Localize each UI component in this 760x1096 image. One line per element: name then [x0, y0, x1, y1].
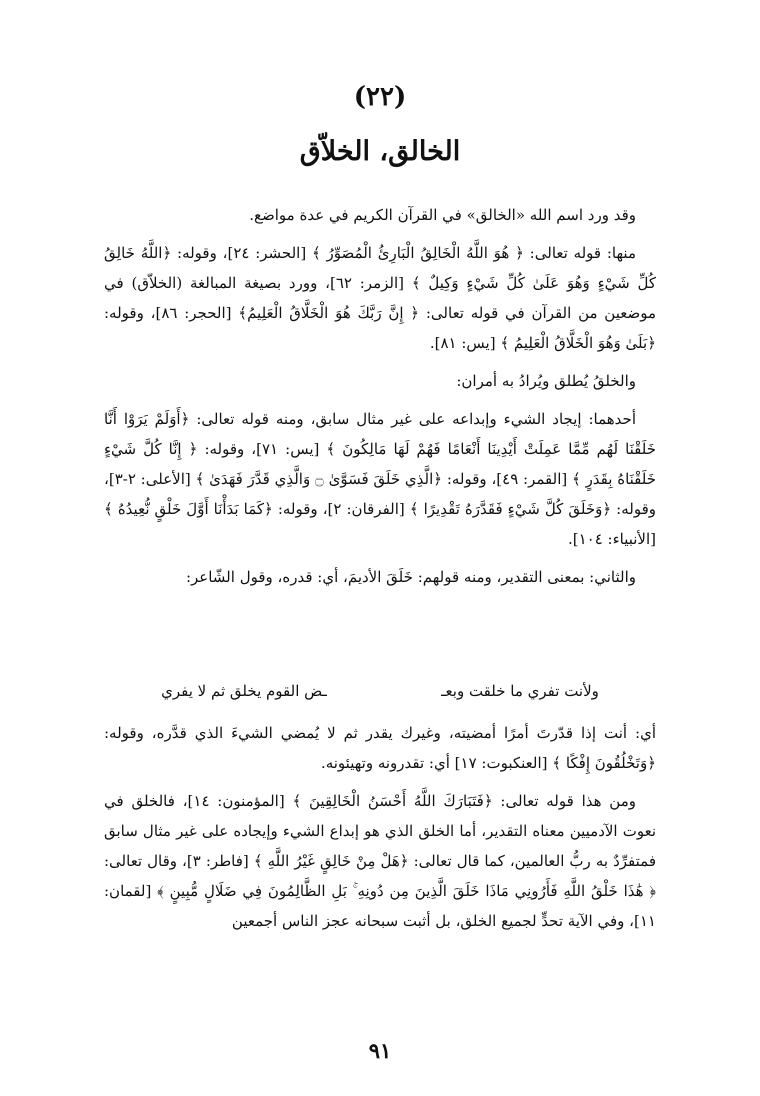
body-text-lower: [104, 718, 656, 936]
paragraph-second-meaning: والثاني: بمعنى التقدير، ومنه قولهم: خَلَقَ الأديمَ، أي: قدره، وقول الشّاعر:: [185, 568, 636, 586]
poem-second-hemistich: ـض القوم يخلق ثم لا يفري: [161, 682, 327, 700]
paragraph-examples: منها: قوله تعالى: ﴿ هُوَ اللَّهُ الْخَالِقُ الْبَارِئُ الْمُصَوِّرُ ﴾ [الحشر: ٢٤]، وقوله: ﴿اللَّهُ خَالِقُ كُلِّ شَيْءٍ وَهُوَ عَلَىٰ كُلِّ شَيْءٍ وَكِيلٌ ﴾ [الزمر: ٦٢]، وورد بصيغة المبالغة (الخلاّق) في موضعين من القرآن في قوله تعالى: ﴿ إِنَّ رَبَّكَ هُوَ الْخَلَّاقُ الْعَلِيمُ﴾ [الحجر: ٨٦]، وقوله: ﴿بَلَىٰ وَهُوَ الْخَلَّاقُ الْعَلِيمُ ﴾ [يس: ٨١].: [104, 244, 656, 352]
paragraph-intro: وقد ورد اسم الله «الخالق» في القرآن الكريم في عدة مواضع.: [249, 206, 636, 224]
paragraph-first-meaning: أحدهما: إيجاد الشيء وإبداعه على غير مثال سابق، ومنه قوله تعالى: ﴿أَوَلَمْ يَرَوْا أَنَّا خَلَقْنَا لَهُم مِّمَّا عَمِلَتْ أَيْدِينَا أَنْعَامًا فَهُمْ لَهَا مَالِكُونَ ﴾ [يس: ٧١]، وقوله: ﴿ إِنَّا كُلَّ شَيْءٍ خَلَقْنَاهُ بِقَدَرٍ ﴾ [القمر: ٤٩]، وقوله: ﴿الَّذِي خَلَقَ فَسَوَّىٰ ۝ وَالَّذِي قَدَّرَ فَهَدَىٰ ﴾ [الأعلى: ٢-٣]، وقوله: ﴿وَخَلَقَ كُلَّ شَيْءٍ فَقَدَّرَهُ تَقْدِيرًا ﴾ [الفرقان: ٢]، وقوله: ﴿كَمَا بَدَأْنَا أَوَّلَ خَلْقٍ نُّعِيدُهُ ﴾ [الأنبياء: ١٠٤].: [104, 410, 657, 548]
poem-first-hemistich: ولأنت تفري ما خلقت وبعـ: [441, 682, 599, 700]
paragraph-two-meanings: والخلقُ يُطلق ويُرادُ به أمران:: [456, 372, 636, 390]
chapter-title: الخالق، الخلاّق: [299, 136, 461, 167]
page-number: ٩١: [368, 1038, 392, 1063]
poem-verse: [104, 676, 656, 706]
paragraph-verse-explanation: أي: أنت إذا قدّرتَ أمرًا أمضيته، وغيرك يقدر ثم لا يُمضي الشيءَ الذي قدَّره، وقوله: ﴿وَتَخْلُقُونَ إِفْكًا ﴾ [العنكبوت: ١٧] أي: تقدرونه وتهيئونه.: [104, 724, 656, 772]
paragraph-creation-uniqueness: ومن هذا قوله تعالى: ﴿فَتَبَارَكَ اللَّهُ أَحْسَنُ الْخَالِقِينَ ﴾ [المؤمنون: ١٤]، فالخلق في نعوت الآدميين معناه التقدير، أما الخلق الذي هو إبداع الشيء وإيجاده على غير مثال سابق فمتفرِّدٌ به ربُّ العالمين، كما قال تعالى: ﴿هَلْ مِنْ خَالِقٍ غَيْرُ اللَّهِ ﴾ [فاطر: ٣]، وقال تعالى: ﴿ هَٰذَا خَلْقُ اللَّهِ فَأَرُونِي مَاذَا خَلَقَ الَّذِينَ مِن دُونِهِ ۚ بَلِ الظَّالِمُونَ فِي ضَلَالٍ مُّبِينٍ ﴾ [لقمان: ١١]، وفي الآية تحدٍّ لجميع الخلق، بل أثبت سبحانه عجز الناس أجمعين: [104, 792, 656, 930]
chapter-number: (٢٢): [353, 82, 407, 112]
body-text-upper: [104, 200, 656, 592]
